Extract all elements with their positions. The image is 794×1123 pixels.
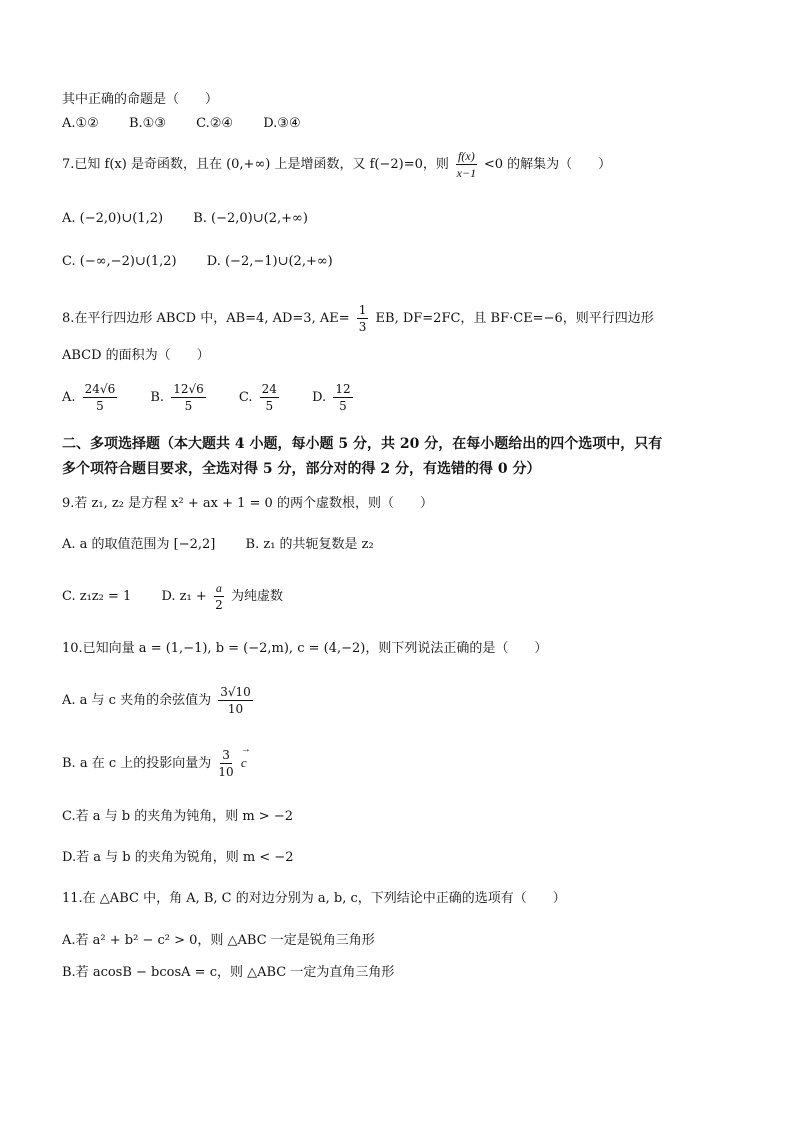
q10-option-b-numerator: 3 [222,748,230,762]
q9-option-d-text-b: 为纯虚数 [231,589,284,604]
q10-option-a-fraction [218,686,253,715]
q8-fraction [357,304,369,333]
q7-option-a: A. (−2,0)∪(1,2) [62,211,164,226]
question-6-options [62,117,327,130]
question-8-stem [62,304,654,333]
q8-option-c-numerator: 24 [261,382,277,396]
question-7-options-row2 [62,255,359,268]
q8-option-d [312,383,356,412]
section-2-heading-line2: 多个项符合题目要求，全选对得 5 分，部分对的得 2 分，有选错的得 0 分） [62,461,541,477]
q8-option-b-denominator: 5 [184,399,193,413]
q10-option-b-text: B. a 在 c 上的投影向量为 [62,756,212,771]
q8-option-a-denominator: 5 [96,399,104,413]
option-b: B.①③ [128,116,166,131]
q8-option-c-denominator: 5 [265,399,274,413]
q9-option-b: B. z₁ 的共轭复数是 z₂ [245,537,374,552]
q8-option-b-fraction [171,383,206,412]
question-8-options [62,383,382,412]
question-10-option-b [62,749,247,778]
question-9-options-row1 [62,538,400,551]
question-10-option-c: C.若 a 与 b 的夹角为钝角，则 m > −2 [62,809,293,824]
q9-option-a: A. a 的取值范围为 [−2,2] [62,537,216,552]
question-7-options-row1 [62,212,334,225]
q8-option-c [239,383,282,412]
q8-option-a-label: A. [62,390,76,405]
option-c: C.②④ [196,116,234,131]
q8-option-d-denominator: 5 [339,399,347,413]
question-10-option-d: D.若 a 与 b 的夹角为锐角，则 m < −2 [62,850,294,865]
q7-fraction-numerator: f(x) [458,149,475,163]
q9-option-d [161,582,283,611]
q7-fraction [456,150,477,179]
q8-option-c-label: C. [238,390,253,405]
q8-option-a [62,383,120,412]
question-8-stem-tail: ABCD 的面积为（ ） [62,348,210,363]
q10-option-a-text: A. a 与 c 夹角的余弦值为 [62,693,212,708]
question-9-options-row2 [62,582,309,611]
q8-option-b-numerator: 12√6 [173,382,204,396]
q8-option-a-fraction [83,383,118,412]
q8-option-d-fraction [333,383,352,412]
question-7-stem [62,150,611,179]
q8-fraction-numerator: 1 [358,303,367,317]
q8-option-a-numerator: 24√6 [84,382,116,396]
q7-text-a: 7.已知 f(x) 是奇函数，且在 (0,+∞) 上是增函数，又 f(−2)=0，则 [62,157,449,172]
q7-option-b: B. (−2,0)∪(2,+∞) [193,211,308,226]
q8-fraction-denominator: 3 [358,320,367,334]
question-11-stem: 11.在 △ABC 中，角 A, B, C 的对边分别为 a, b, c，下列结论中正确的选项有（ ） [62,891,566,906]
q9-option-d-text-a: D. z₁ + [161,589,207,604]
q8-option-b [150,383,208,412]
q8-option-c-fraction [260,383,279,412]
q10-option-b-fraction [218,749,233,778]
q7-option-c: C. (−∞,−2)∪(1,2) [62,254,177,269]
q10-option-b-vector: → c [241,756,247,769]
question-11-option-b: B.若 acosB − bcosA = c，则 △ABC 一定为直角三角形 [62,965,395,980]
q8-option-b-label: B. [150,390,165,405]
question-11-option-a: A.若 a² + b² − c² > 0，则 △ABC 一定是锐角三角形 [62,933,375,948]
q7-fraction-denominator: x−1 [456,166,477,180]
q8-option-d-label: D. [312,390,327,405]
question-9-stem: 9.若 z₁, z₂ 是方程 x² + ax + 1 = 0 的两个虚数根，则（ ） [62,496,433,511]
q10-option-a-numerator: 3√10 [220,685,251,699]
option-d: D.③④ [263,116,301,131]
q9-option-d-denominator: 2 [215,598,223,612]
question-10-option-a [62,686,256,715]
question-10-stem: 10.已知向量 a = (1,−1), b = (−2,m), c = (4,−2)，则下列说法正确的是（ ） [62,641,548,656]
q8-text-a: 8.在平行四边形 ABCD 中，AB=4, AD=3, AE= [62,311,350,326]
q10-option-b-denominator: 10 [218,765,234,779]
section-2-heading-line1: 二、多项选择题（本大题共 4 小题，每小题 5 分，共 20 分，在每小题给出的四个选项中，只有 [62,436,663,452]
q10-option-a-denominator: 10 [227,702,244,716]
q7-text-b: <0 的解集为（ ） [483,157,612,172]
q7-option-d: D. (−2,−1)∪(2,+∞) [206,254,333,269]
q9-option-d-fraction [214,582,224,611]
q9-option-c: C. z₁z₂ = 1 [62,589,132,604]
q8-option-d-numerator: 12 [335,382,351,396]
q8-text-b: EB, DF=2FC，且 BF·CE=−6，则平行四边形 [375,311,654,326]
q9-option-d-numerator: a [215,581,222,595]
question-6-stem-tail: 其中正确的命题是（ ） [62,92,219,107]
option-a: A.①② [62,116,99,131]
